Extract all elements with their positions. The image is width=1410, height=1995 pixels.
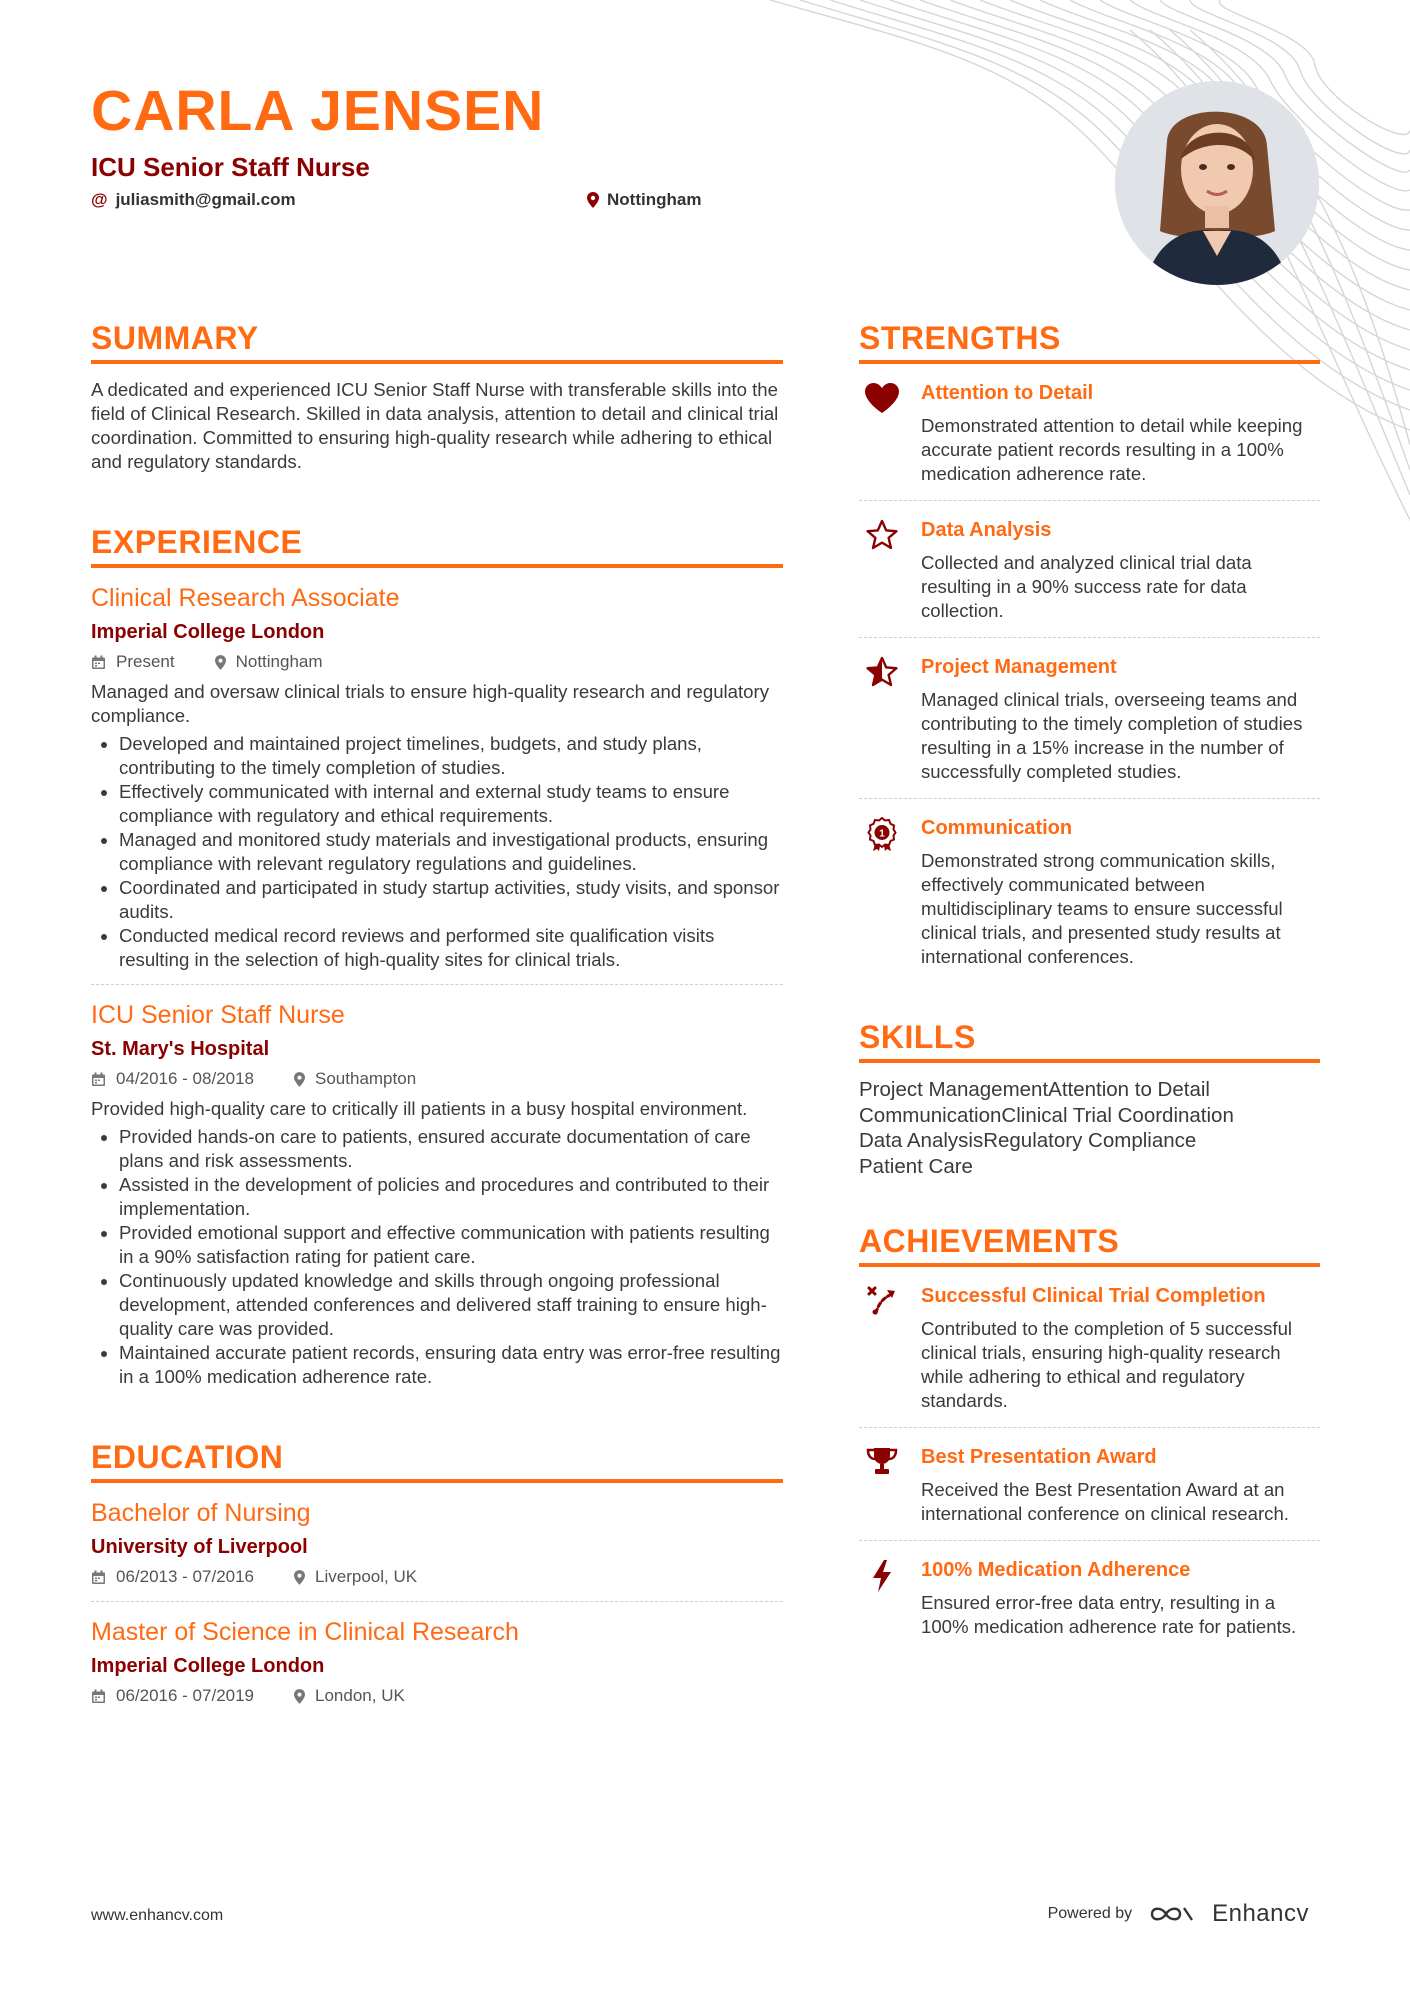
summary-text: A dedicated and experienced ICU Senior Staff Nurse with transferable skills into the field of Clinical Research. Skilled in data analysis, attention to detail and clinical trial coordination. Committed to ensuring high-quality research while adhering to ethical and regulatory standards. xyxy=(91,379,779,472)
skill-line: Project ManagementAttention to Detail xyxy=(859,1078,1210,1101)
map-pin-icon xyxy=(215,655,226,670)
strategy-icon xyxy=(866,1285,898,1413)
map-pin-icon xyxy=(294,1072,305,1087)
at-icon: @ xyxy=(91,190,108,209)
divider xyxy=(91,984,783,985)
achievements-list xyxy=(859,1267,1320,1653)
job-title: Clinical Research Associate xyxy=(91,584,400,612)
enhancv-logo-icon xyxy=(1148,1902,1196,1926)
education-item xyxy=(91,1616,783,1708)
contact-row xyxy=(91,190,1071,220)
school-name: Imperial College London xyxy=(91,1655,325,1677)
experience-heading: EXPERIENCE xyxy=(91,522,783,568)
strength-desc: Managed clinical trials, overseeing teams and contributing to the timely completion of studies resulting in a 15% increase in the number of successfully completed studies. xyxy=(921,689,1303,782)
experience-item xyxy=(91,582,783,985)
achievement-desc: Contributed to the completion of 5 successful clinical trials, ensuring high-quality research while adhering to ethical and regulatory standards. xyxy=(921,1318,1293,1411)
job-bullets xyxy=(91,1125,783,1389)
education-date: 06/2016 - 07/2019 xyxy=(116,1686,255,1705)
website-link[interactable]: www.enhancv.com xyxy=(91,1907,224,1924)
achievements-heading: ACHIEVEMENTS xyxy=(859,1221,1320,1267)
bullet-item: • Provided hands-on care to patients, ensured accurate documentation of care plans and risk assessments. xyxy=(119,1125,783,1173)
lightning-icon xyxy=(870,1559,894,1639)
education-meta xyxy=(91,1684,783,1708)
bullet-item: • Coordinated and participated in study startup activities, study visits, and sponsor audits. xyxy=(119,876,783,924)
star-half-icon xyxy=(866,656,898,784)
skill-line: CommunicationClinical Trial Coordination xyxy=(859,1103,1234,1127)
job-description: Provided high-quality care to critically ill patients in a busy hospital environment. xyxy=(91,1098,748,1119)
strength-item xyxy=(859,364,1320,501)
experience-item xyxy=(91,999,783,1389)
job-date: Present xyxy=(116,652,175,671)
job-bullets xyxy=(91,732,783,972)
bullet-item: • Conducted medical record reviews and performed site qualification visits resulting in the selection of high-quality sites for clinical trials. xyxy=(119,924,783,972)
profile-photo xyxy=(1115,81,1319,285)
heart-icon xyxy=(864,382,900,486)
bullet-item: • Continuously updated knowledge and skills through ongoing professional development, attended conferences and delivered staff training to ensure high-quality care was provided. xyxy=(119,1269,783,1341)
job-location: Nottingham xyxy=(235,652,323,671)
strengths-heading: STRENGTHS xyxy=(859,318,1320,364)
company-name: St. Mary's Hospital xyxy=(91,1038,270,1060)
education-location: London, UK xyxy=(315,1686,405,1705)
achievement-item xyxy=(859,1541,1320,1653)
map-pin-icon xyxy=(294,1689,305,1704)
divider xyxy=(91,1601,783,1602)
achievement-title: 100% Medication Adherence xyxy=(921,1559,1191,1581)
strength-item xyxy=(859,501,1320,638)
email-contact[interactable] xyxy=(91,190,296,210)
star-outline-icon xyxy=(866,519,898,623)
location-contact xyxy=(587,190,701,210)
map-pin-icon xyxy=(587,192,599,208)
skill-line: Patient Care xyxy=(859,1154,973,1178)
candidate-name: CARLA JENSEN xyxy=(91,79,545,143)
strength-item xyxy=(859,799,1320,983)
skill-line: Data AnalysisRegulatory Compliance xyxy=(859,1129,1197,1152)
job-description: Managed and oversaw clinical trials to ensure high-quality research and regulatory compliance. xyxy=(91,681,770,726)
powered-by-label: Powered by xyxy=(1047,1905,1133,1922)
bullet-item: • Developed and maintained project timelines, budgets, and study plans, contributing to the timely completion of studies. xyxy=(119,732,783,780)
achievement-title: Best Presentation Award xyxy=(921,1446,1157,1468)
achievement-title: Successful Clinical Trial Completion xyxy=(921,1285,1266,1307)
calendar-icon xyxy=(91,1689,106,1704)
achievement-desc: Received the Best Presentation Award at an international conference on clinical research. xyxy=(921,1479,1289,1524)
education-meta xyxy=(91,1565,783,1589)
strengths-list xyxy=(859,364,1320,983)
award-ribbon-icon xyxy=(867,817,897,969)
education-date: 06/2013 - 07/2016 xyxy=(116,1567,255,1586)
skills-list xyxy=(859,1077,1320,1179)
degree-title: Master of Science in Clinical Research xyxy=(91,1618,519,1646)
strength-item xyxy=(859,638,1320,799)
bullet-item: • Effectively communicated with internal and external study teams to ensure compliance with regulatory and ethical requirements. xyxy=(119,780,783,828)
skills-heading: SKILLS xyxy=(859,1017,1320,1063)
school-name: University of Liverpool xyxy=(91,1536,308,1558)
strength-title: Communication xyxy=(921,817,1073,839)
bullet-item: • Managed and monitored study materials and investigational products, ensuring compliance with relevant regulatory regulations and guidelines. xyxy=(119,828,783,876)
achievement-item xyxy=(859,1267,1320,1428)
footer xyxy=(91,1900,1309,1930)
degree-title: Bachelor of Nursing xyxy=(91,1499,311,1527)
strength-desc: Collected and analyzed clinical trial data resulting in a 90% success rate for data collection. xyxy=(921,552,1252,621)
calendar-icon xyxy=(91,1570,106,1585)
education-heading: EDUCATION xyxy=(91,1437,783,1483)
location-text: Nottingham xyxy=(607,190,702,209)
job-date: 04/2016 - 08/2018 xyxy=(116,1069,255,1088)
strength-desc: Demonstrated attention to detail while keeping accurate patient records resulting in a 100% medication adherence rate. xyxy=(921,415,1303,484)
education-item xyxy=(91,1497,783,1602)
job-location: Southampton xyxy=(315,1069,417,1088)
calendar-icon xyxy=(91,655,106,670)
job-meta xyxy=(91,650,783,674)
bullet-item: • Maintained accurate patient records, ensuring data entry was error-free resulting in a 100% medication adherence rate. xyxy=(119,1341,783,1389)
job-meta xyxy=(91,1067,783,1091)
trophy-icon xyxy=(866,1446,898,1526)
candidate-role: ICU Senior Staff Nurse xyxy=(91,152,370,182)
company-name: Imperial College London xyxy=(91,621,325,643)
education-location: Liverpool, UK xyxy=(315,1567,418,1586)
summary-heading: SUMMARY xyxy=(91,318,783,364)
strength-title: Data Analysis xyxy=(921,519,1052,541)
powered-by xyxy=(1048,1900,1309,1928)
job-title: ICU Senior Staff Nurse xyxy=(91,1001,345,1029)
strength-desc: Demonstrated strong communication skills, effectively communicated between multidisciplinary teams to ensure successful clinical trials, and presented study results at international conferences. xyxy=(921,850,1283,967)
left-column xyxy=(91,318,783,1708)
right-column xyxy=(859,318,1320,1653)
bullet-item: • Provided emotional support and effective communication with patients resulting in a 90% satisfaction rating for patient care. xyxy=(119,1221,783,1269)
strength-title: Project Management xyxy=(921,656,1117,678)
resume-header xyxy=(91,76,1071,220)
email-text: juliasmith@gmail.com xyxy=(115,190,296,209)
calendar-icon xyxy=(91,1072,106,1087)
strength-title: Attention to Detail xyxy=(921,382,1094,404)
achievement-desc: Ensured error-free data entry, resulting in a 100% medication adherence rate for patients. xyxy=(921,1592,1297,1637)
achievement-item xyxy=(859,1428,1320,1541)
brand-name[interactable]: Enhancv xyxy=(1212,1900,1309,1927)
svg-text:1: 1 xyxy=(879,828,885,840)
bullet-item: • Assisted in the development of policies and procedures and contributed to their implementation. xyxy=(119,1173,783,1221)
map-pin-icon xyxy=(294,1570,305,1585)
